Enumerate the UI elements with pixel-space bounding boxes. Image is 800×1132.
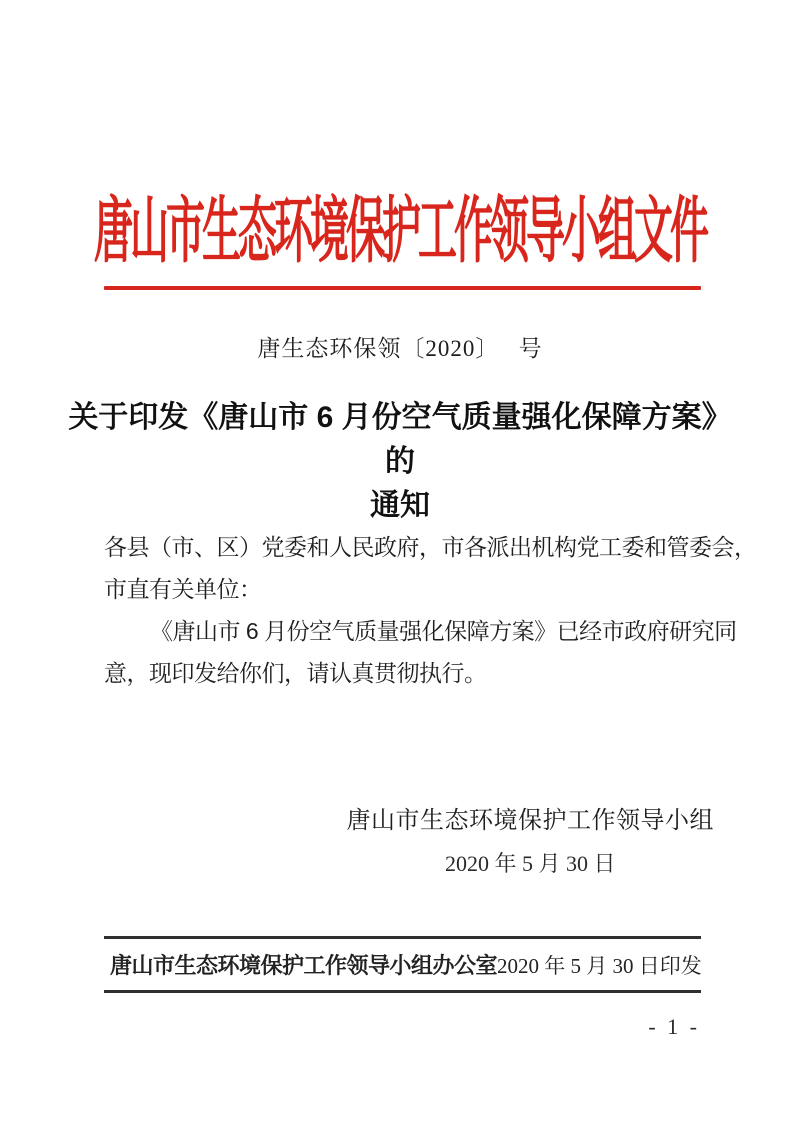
letterhead-title: 唐山市生态环境保护工作领导小组文件 <box>93 192 706 273</box>
notice-title-line-1: 关于印发《唐山市 6 月份空气质量强化保障方案》的 <box>68 401 732 478</box>
signature-block <box>347 800 715 878</box>
footer-office: 唐山市生态环境保护工作领导小组办公室 <box>110 953 498 978</box>
body-paragraph-line-1: 《唐山市 6 月份空气质量强化保障方案》已经市政府研究同 <box>150 618 737 644</box>
addressee-line-1: 各县（市、区）党委和人民政府，市各派出机构党工委和管委会， <box>104 534 757 560</box>
footer-bar <box>104 936 701 993</box>
signature-date: 2020 年 5 月 30 日 <box>444 851 616 876</box>
letterhead <box>0 174 800 273</box>
letterhead-divider <box>104 286 701 290</box>
document-number: 唐生态环保领〔2020〕 号 <box>257 336 543 361</box>
addressee-line-2: 市直有关单位： <box>104 576 262 602</box>
page-number: - 1 - <box>648 1014 700 1039</box>
body-paragraph-line-2: 意，现印发给你们，请认真贯彻执行。 <box>104 660 487 686</box>
signature-org: 唐山市生态环境保护工作领导小组 <box>346 807 714 834</box>
body-text <box>104 526 757 694</box>
notice-title <box>60 396 740 528</box>
notice-title-line-2: 通知 <box>370 489 430 522</box>
footer-print-date: 2020 年 5 月 30 日印发 <box>497 953 702 978</box>
